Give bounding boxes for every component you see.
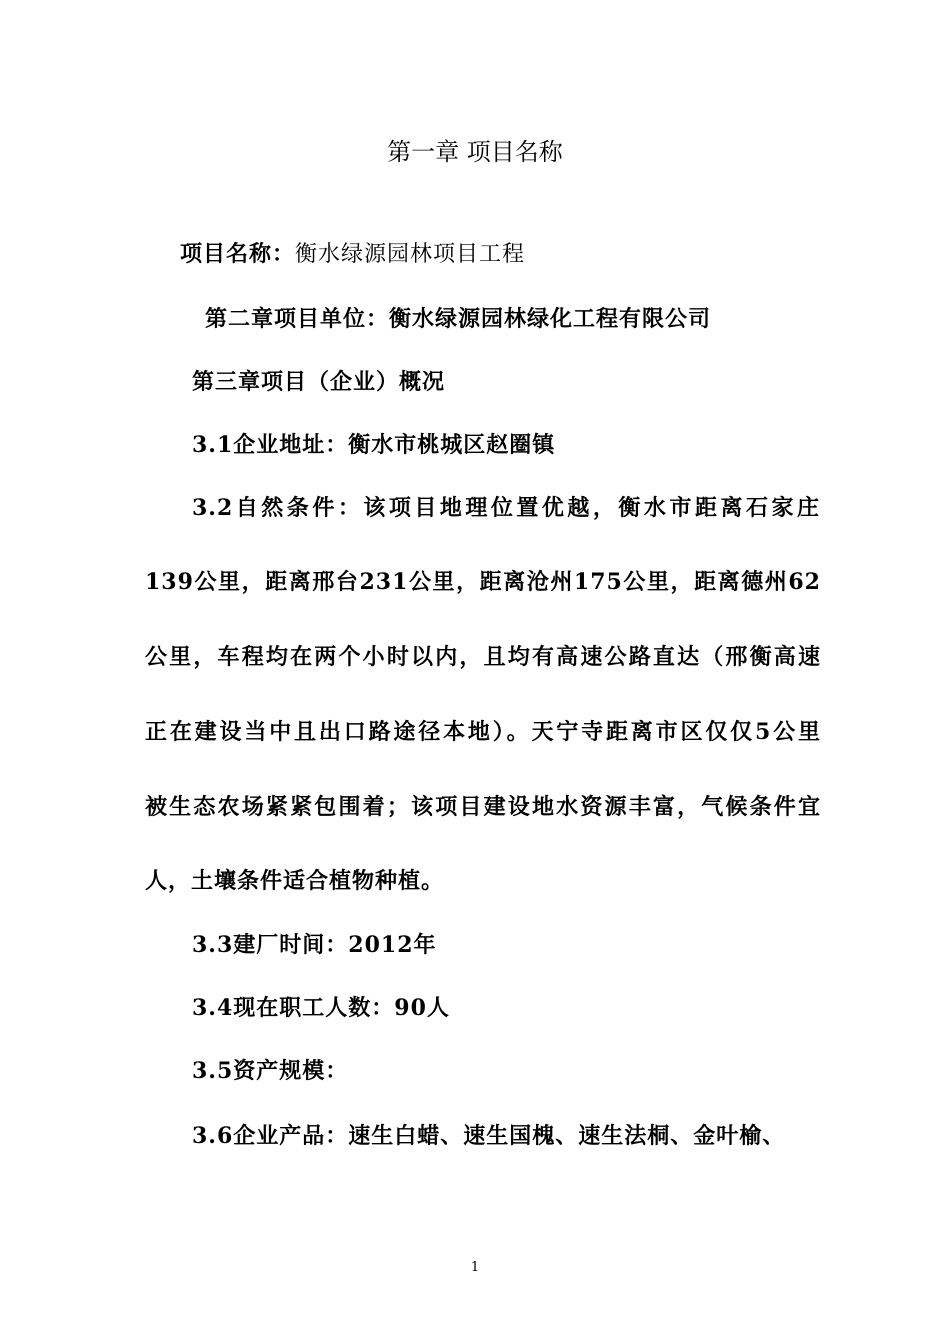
- section-3-3-founded: 3.3建厂时间：2012年: [192, 932, 437, 958]
- section-3-2-line-1: 3.2自然条件：该项目地理位置优越，衡水市距离石家庄: [192, 495, 820, 521]
- project-name-line: [180, 239, 860, 270]
- section-3-5-assets: 3.5资产规模：: [192, 1058, 349, 1084]
- section-3-2-line-2: 139公里，距离邢台231公里，距离沧州175公里，距离德州62: [145, 569, 821, 595]
- section-3-2-line-6: 人，土壤条件适合植物种植。: [145, 868, 445, 894]
- section-3-6-products: 3.6企业产品：速生白蜡、速生国槐、速生法桐、金叶榆、: [192, 1123, 786, 1149]
- project-name-value: 衡水绿源园林项目工程: [295, 242, 526, 267]
- chapter2-project-unit: 第二章项目单位：衡水绿源园林绿化工程有限公司: [205, 306, 712, 332]
- section-3-2-line-5: 被生态农场紧紧包围着；该项目建设地水资源丰富，气候条件宜: [145, 794, 821, 820]
- section-3-2-line-3: 公里，车程均在两个小时以内，且均有高速公路直达（邢衡高速: [145, 644, 821, 670]
- chapter3-title: 第三章项目（企业）概况: [192, 369, 446, 395]
- chapter-title: 第一章 项目名称: [387, 138, 563, 166]
- section-3-2-line-4: 正在建设当中且出口路途径本地）。天宁寺距离市区仅仅5公里: [145, 719, 821, 745]
- project-name-label: 项目名称：: [180, 241, 296, 267]
- section-3-1-address: 3.1企业地址：衡水市桃城区赵圈镇: [192, 432, 556, 458]
- section-3-4-employees: 3.4现在职工人数：90人: [192, 995, 450, 1021]
- page-number: 1: [470, 1260, 480, 1275]
